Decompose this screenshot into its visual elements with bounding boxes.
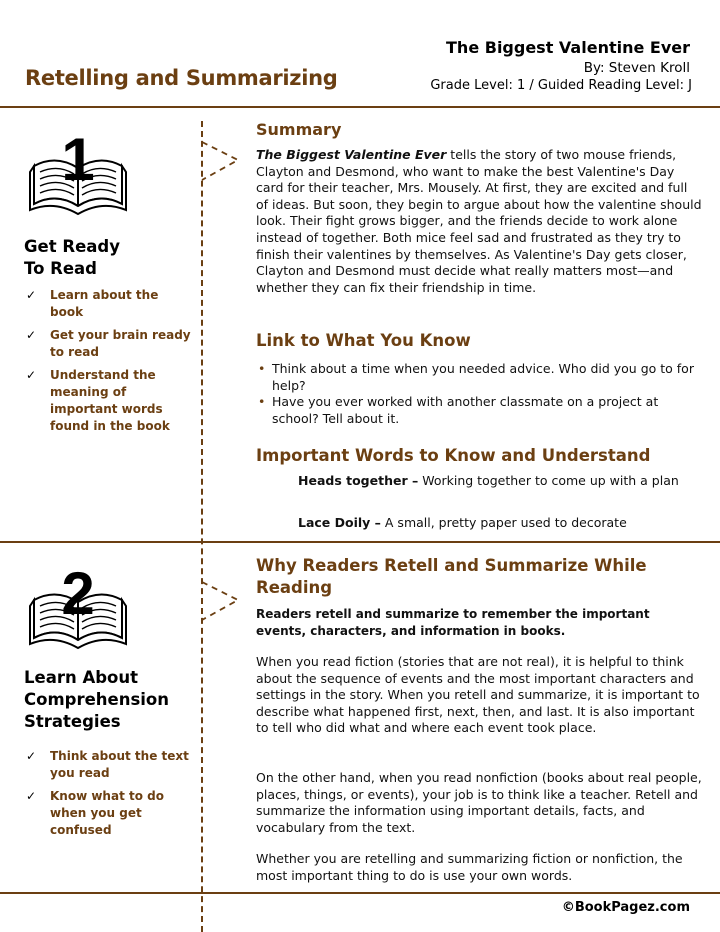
checklist-item: ✓ Think about the text you read	[26, 749, 189, 780]
words-heading: Important Words to Know and Understand	[256, 446, 651, 465]
book-title: The Biggest Valentine Ever	[446, 38, 690, 57]
why-paragraph: Whether you are retelling and summarizing fiction or nonfiction, the most important thing to do is use your own words.	[256, 851, 683, 883]
step2-checklist	[24, 748, 194, 845]
link-list	[256, 361, 702, 427]
grade-level: Grade Level: 1 / Guided Reading Level: J	[430, 78, 692, 93]
checkmark-icon: ✓	[26, 368, 37, 382]
checklist-item: ✓ Know what to do when you get confused	[26, 789, 164, 837]
checkmark-icon: ✓	[26, 749, 37, 763]
checklist-item: ✓ Get your brain ready to read	[26, 328, 191, 359]
why-paragraph: When you read fiction (stories that are not real), it is helpful to think about the sequence of events and the most important characters and settings in the story. When you retell and summarize, it is important to describe what happened first, next, then, and last. It is also important to tell who did what and where each event took place.	[256, 654, 700, 736]
middle-divider	[0, 541, 720, 543]
link-heading: Link to What You Know	[256, 331, 471, 350]
step-number: 1	[61, 126, 95, 193]
step1-checklist	[24, 287, 194, 441]
step2-title: Learn About Comprehension Strategies	[24, 668, 170, 731]
open-book-icon	[28, 558, 128, 650]
checklist-item: ✓ Understand the meaning of important words found in the book	[26, 368, 170, 433]
why-lead: Readers retell and summarize to remember the important events, characters, and information in books.	[256, 607, 650, 638]
vocab-item: Lace Doily – A small, pretty paper used to decorate	[298, 515, 627, 530]
bottom-divider	[0, 892, 720, 894]
top-divider	[0, 106, 720, 108]
list-item: • Have you ever worked with another classmate on a project at school? Tell about it.	[256, 394, 702, 427]
checklist-item: ✓ Learn about the book	[26, 288, 159, 319]
list-item: • Think about a time when you needed advice. Who did you go to for help?	[256, 361, 702, 394]
step1-title: Get Ready To Read	[24, 237, 120, 278]
arrow-icon	[200, 578, 242, 626]
column-divider	[201, 121, 203, 932]
author: By: Steven Kroll	[583, 60, 690, 76]
step-number: 2	[61, 560, 95, 627]
summary-heading: Summary	[256, 120, 342, 139]
vocab-item: Heads together – Working together to come up with a plan	[298, 473, 679, 488]
open-book-icon	[28, 124, 128, 216]
page-title: Retelling and Summarizing	[25, 66, 338, 90]
summary-text: The Biggest Valentine Ever tells the story of two mouse friends, Clayton and Desmond, who want to make the best Valentine's Day card for their teacher, Mrs. Mousely. At first, they are excited and full of ideas. But soon, they begin to argue about how the valentine should look. Their fight grows bigger, and the friends decide to work alone instead of together. Both mice feel sad and frustrated as they try to finish their valentines by themselves. As Valentine's Day gets closer, Clayton and Desmond must decide what really matters most—and whether they can fix their friendship in time.	[256, 147, 702, 295]
why-paragraph: On the other hand, when you read nonfiction (books about real people, places, things, or events), your job is to think like a teacher. Retell and summarize the information using important details, facts, and vocabulary from the text.	[256, 770, 702, 835]
checkmark-icon: ✓	[26, 789, 37, 803]
checkmark-icon: ✓	[26, 328, 37, 342]
why-heading: Why Readers Retell and Summarize While Reading	[256, 556, 647, 597]
checkmark-icon: ✓	[26, 288, 37, 302]
arrow-icon	[200, 138, 242, 186]
copyright: ©BookPagez.com	[561, 900, 690, 915]
